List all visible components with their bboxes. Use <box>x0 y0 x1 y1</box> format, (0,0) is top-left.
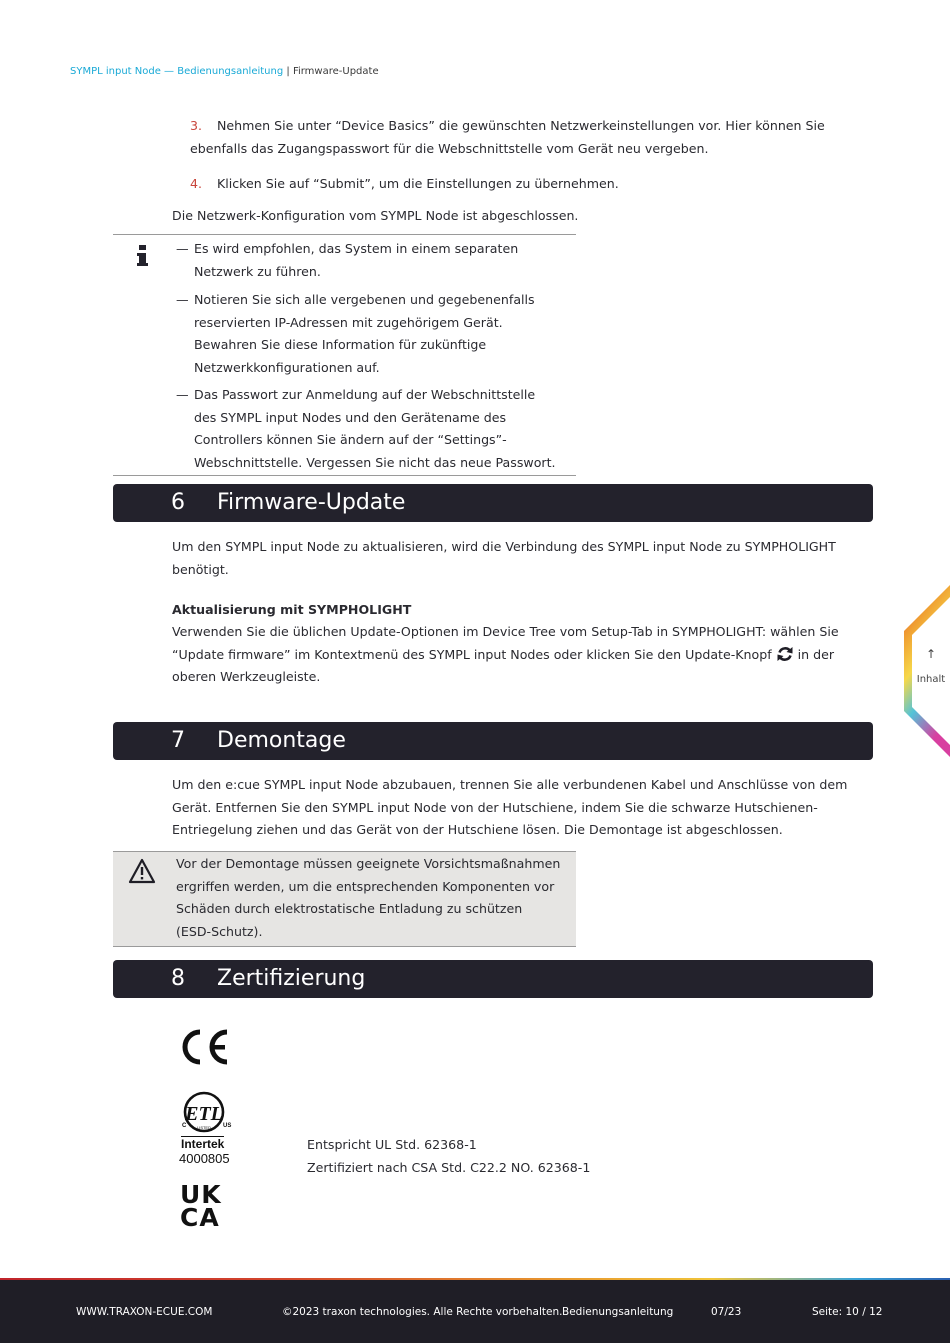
firmware-body-line: Verwenden Sie die üblichen Update-Optionen im Device Tree vom Setup-Tab in SYMPHOLIGHT: wählen Sie <box>172 624 839 639</box>
section-title: Demontage <box>217 728 346 753</box>
intertek-number: 4000805 <box>179 1151 230 1166</box>
warning-line: Vor der Demontage müssen geeignete Vorsichtsmaßnahmen <box>176 856 561 871</box>
note-line: Netzwerkkonfigurationen auf. <box>194 359 380 375</box>
note-bottom-rule <box>113 475 576 476</box>
etl-listed-text: LISTED <box>196 1125 212 1130</box>
ukca-bottom-text: CA <box>180 1203 220 1232</box>
footer-copyright: ©2023 traxon technologies. Alle Rechte vorbehalten. <box>282 1306 563 1318</box>
etl-listed-logo <box>178 1090 238 1136</box>
warning-line: (ESD-Schutz). <box>176 923 263 939</box>
toc-side-tab[interactable] <box>904 585 950 757</box>
footer-page-number: Seite: 10 / 12 <box>812 1306 883 1318</box>
etl-us-text: US <box>223 1123 232 1129</box>
note-line: Es wird empfohlen, das System in einem separaten <box>194 241 519 256</box>
step-number: 4. <box>190 176 203 191</box>
firmware-body-line: oberen Werkzeugleiste. <box>172 669 321 684</box>
paragraph-line: benötigt. <box>172 561 229 577</box>
ukca-top-text: UK <box>180 1180 222 1209</box>
note-dash: — <box>176 292 189 307</box>
paragraph-line: Gerät. Entfernen Sie den SYMPL input Node von der Hutschiene, indem Sie die schwarze Hutschienen- <box>172 799 818 815</box>
note-line: Bewahren Sie diese Information für zukünftige <box>194 337 487 352</box>
step-3-continued: ebenfalls das Zugangspasswort für die Webschnittstelle vom Gerät neu vergeben. <box>190 141 709 156</box>
step-text: Klicken Sie auf “Submit”, um die Einstellungen zu übernehmen. <box>217 176 619 191</box>
breadcrumb-doc-link[interactable]: SYMPL input Node — Bedienungsanleitung <box>70 66 284 77</box>
warning-line: ergriffen werden, um die entsprechenden Komponenten vor <box>176 878 555 894</box>
toc-arrow-icon: ↑ <box>925 647 937 661</box>
section-title: Firmware-Update <box>217 490 406 515</box>
step-text: Nehmen Sie unter “Device Basics” die gewünschten Netzwerkeinstellungen vor. Hier können Sie <box>217 118 825 133</box>
note-item <box>176 384 576 474</box>
note-dash: — <box>176 387 189 402</box>
ukca-mark-logo <box>180 1180 230 1232</box>
breadcrumb-separator: | <box>283 66 293 77</box>
update-refresh-icon <box>776 645 794 663</box>
note-item <box>176 238 576 283</box>
demontage-paragraph <box>172 774 847 842</box>
breadcrumb <box>70 66 379 77</box>
firmware-body-text: “Update firmware” im Kontextmenü des SYMPL input Nodes oder klicken Sie den Update-Knopf <box>172 647 772 662</box>
intertek-label: Intertek <box>181 1137 225 1151</box>
firmware-intro <box>172 536 836 581</box>
note-line: Netzwerk zu führen. <box>194 263 321 279</box>
note-line: Notieren Sie sich alle vergebenen und gegebenenfalls <box>194 292 535 307</box>
section-number: 7 <box>171 728 185 753</box>
footer-doc-type: Bedienungsanleitung <box>562 1306 674 1318</box>
firmware-body-text: in der <box>797 647 835 662</box>
section-heading-zertifizierung <box>113 960 873 998</box>
paragraph-line: Um den SYMPL input Node zu aktualisieren, wird die Verbindung des SYMPL input Node zu SYMPHOLIGHT <box>172 539 836 554</box>
breadcrumb-section: Firmware-Update <box>292 66 379 77</box>
note-line: reservierten IP-Adressen mit zugehörigem Gerät. <box>194 314 503 330</box>
paragraph-line: Entriegelung ziehen und das Gerät von der Hutschiene lösen. Die Demontage ist abgeschlossen. <box>172 822 783 837</box>
toc-label: Inhalt <box>916 674 946 685</box>
ce-mark-logo <box>178 1028 232 1066</box>
note-top-rule <box>113 234 576 235</box>
compliance-csa: Zertifiziert nach CSA Std. C22.2 NO. 62368-1 <box>307 1160 591 1175</box>
section-heading-demontage <box>113 722 873 760</box>
info-icon <box>136 245 150 267</box>
step-number: 3. <box>190 118 203 133</box>
note-line: Webschnittstelle. Vergessen Sie nicht das neue Passwort. <box>194 454 556 470</box>
section-title: Zertifizierung <box>217 966 366 991</box>
footer-date: 07/23 <box>711 1306 742 1318</box>
section-number: 6 <box>171 490 185 515</box>
firmware-body-line <box>172 644 834 667</box>
footer-website-link[interactable]: WWW.TRAXON-ECUE.COM <box>76 1306 213 1318</box>
note-line: Controllers können Sie ändern auf der “Settings”- <box>194 432 507 447</box>
warning-text <box>176 853 560 943</box>
note-item <box>176 289 576 379</box>
compliance-ul: Entspricht UL Std. 62368-1 <box>307 1137 477 1152</box>
note-line: Das Passwort zur Anmeldung auf der Webschnittstelle <box>194 387 536 402</box>
firmware-subheading: Aktualisierung mit SYMPHOLIGHT <box>172 602 412 617</box>
warning-line: Schäden durch elektrostatische Entladung zu schützen <box>176 901 523 916</box>
warning-icon <box>128 858 156 884</box>
section-heading-firmware-update <box>113 484 873 522</box>
config-complete-text: Die Netzwerk-Konfiguration vom SYMPL Node ist abgeschlossen. <box>172 208 579 223</box>
etl-mark-text: ETL <box>185 1103 223 1125</box>
step-4 <box>190 173 619 196</box>
note-dash: — <box>176 241 189 256</box>
step-3 <box>190 115 825 138</box>
section-number: 8 <box>171 966 185 991</box>
paragraph-line: Um den e:cue SYMPL input Node abzubauen, trennen Sie alle verbundenen Kabel und Anschlüsse von dem <box>172 777 848 792</box>
note-line: des SYMPL input Nodes und den Gerätename des <box>194 409 507 425</box>
etl-c-text: C <box>182 1123 187 1129</box>
